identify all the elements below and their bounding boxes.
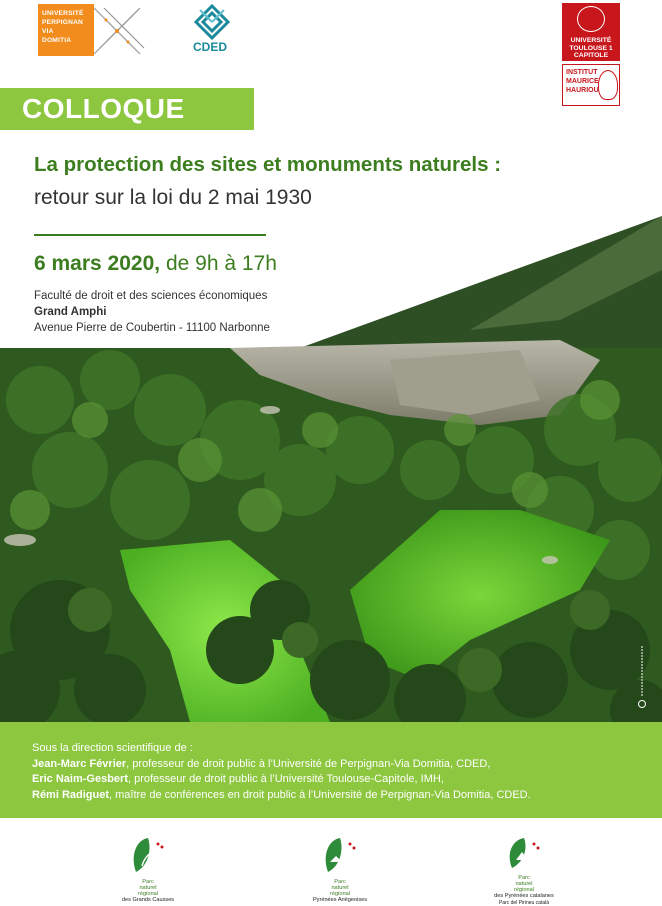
park-label: Parc bbox=[98, 879, 198, 885]
park-name: des Pyrénées catalanes bbox=[474, 893, 574, 900]
imh-logo-line: INSTITUT bbox=[566, 68, 619, 77]
event-title: La protection des sites et monuments naturels : bbox=[34, 153, 654, 177]
ut1-logo-line: TOULOUSE 1 bbox=[562, 45, 620, 53]
venue-room: Grand Amphi bbox=[34, 304, 270, 320]
park-logo-pyrenees-catalanes bbox=[474, 836, 574, 896]
upvd-logo-line: DOMITIA bbox=[42, 36, 94, 45]
park-label: Parc bbox=[290, 879, 390, 885]
landscape-photo bbox=[0, 210, 662, 722]
imh-logo-line: HAURIOU bbox=[566, 86, 619, 95]
park-name-catalan: Parc del Pirineu català bbox=[474, 900, 574, 906]
park-label: naturel bbox=[290, 885, 390, 891]
person-role: , professeur de droit public à l’Université Toulouse-Capitole, IMH, bbox=[128, 773, 444, 785]
park-logo-ariegeoises bbox=[290, 836, 390, 896]
photo-credit-icon bbox=[637, 640, 647, 710]
direction-block bbox=[32, 741, 531, 803]
upvd-logo bbox=[38, 4, 94, 56]
person-role: , maître de conférences en droit public à l’Université de Perpignan-Via Domitia, CDED. bbox=[109, 789, 531, 801]
park-leaf-icon bbox=[504, 836, 544, 870]
direction-intro: Sous la direction scientifique de : bbox=[32, 741, 531, 757]
ut1-logo-line: CAPITOLE bbox=[562, 52, 620, 60]
direction-person bbox=[32, 772, 531, 788]
event-date-bold: 6 mars 2020, bbox=[34, 252, 160, 275]
park-name: des Grands Causses bbox=[98, 897, 198, 904]
imh-portrait-icon bbox=[598, 70, 618, 100]
ut1-seal-icon bbox=[577, 6, 605, 32]
person-name: Eric Naim-Gesbert bbox=[32, 773, 128, 785]
park-label: régional bbox=[474, 887, 574, 893]
colloque-label: COLLOQUE bbox=[22, 93, 185, 125]
park-leaf-icon bbox=[320, 836, 360, 874]
park-leaf-icon bbox=[128, 836, 168, 874]
cded-logo-text: CDED bbox=[184, 40, 236, 54]
direction-person bbox=[32, 788, 531, 804]
event-time: de 9h à 17h bbox=[166, 252, 277, 275]
park-label: naturel bbox=[474, 881, 574, 887]
park-label: Parc bbox=[474, 875, 574, 881]
imh-logo-line: MAURICE bbox=[566, 77, 619, 86]
venue-faculty: Faculté de droit et des sciences économiques bbox=[34, 288, 270, 304]
venue-block bbox=[34, 288, 270, 336]
upvd-logo-line: VIA bbox=[42, 27, 94, 36]
event-date bbox=[34, 252, 277, 276]
title-divider bbox=[34, 234, 266, 236]
person-role: , professeur de droit public à l’Université de Perpignan-Via Domitia, CDED, bbox=[126, 758, 490, 770]
direction-person bbox=[32, 757, 531, 773]
upvd-logo-line: PERPIGNAN bbox=[42, 18, 94, 27]
person-name: Rémi Radiguet bbox=[32, 789, 109, 801]
venue-address: Avenue Pierre de Coubertin - 11100 Narbonne bbox=[34, 320, 270, 336]
upvd-logo-line: UNIVERSITÉ bbox=[42, 9, 94, 18]
park-label: régional bbox=[290, 891, 390, 897]
park-label: naturel bbox=[98, 885, 198, 891]
person-name: Jean-Marc Février bbox=[32, 758, 126, 770]
ut1-logo-line: UNIVERSITÉ bbox=[562, 37, 620, 45]
event-subtitle: retour sur la loi du 2 mai 1930 bbox=[34, 186, 654, 210]
park-logo-grands-causses bbox=[98, 836, 198, 896]
park-label: régional bbox=[98, 891, 198, 897]
park-name: Pyrénées Ariégeoises bbox=[290, 897, 390, 904]
upvd-logo-lines-icon bbox=[94, 4, 144, 56]
